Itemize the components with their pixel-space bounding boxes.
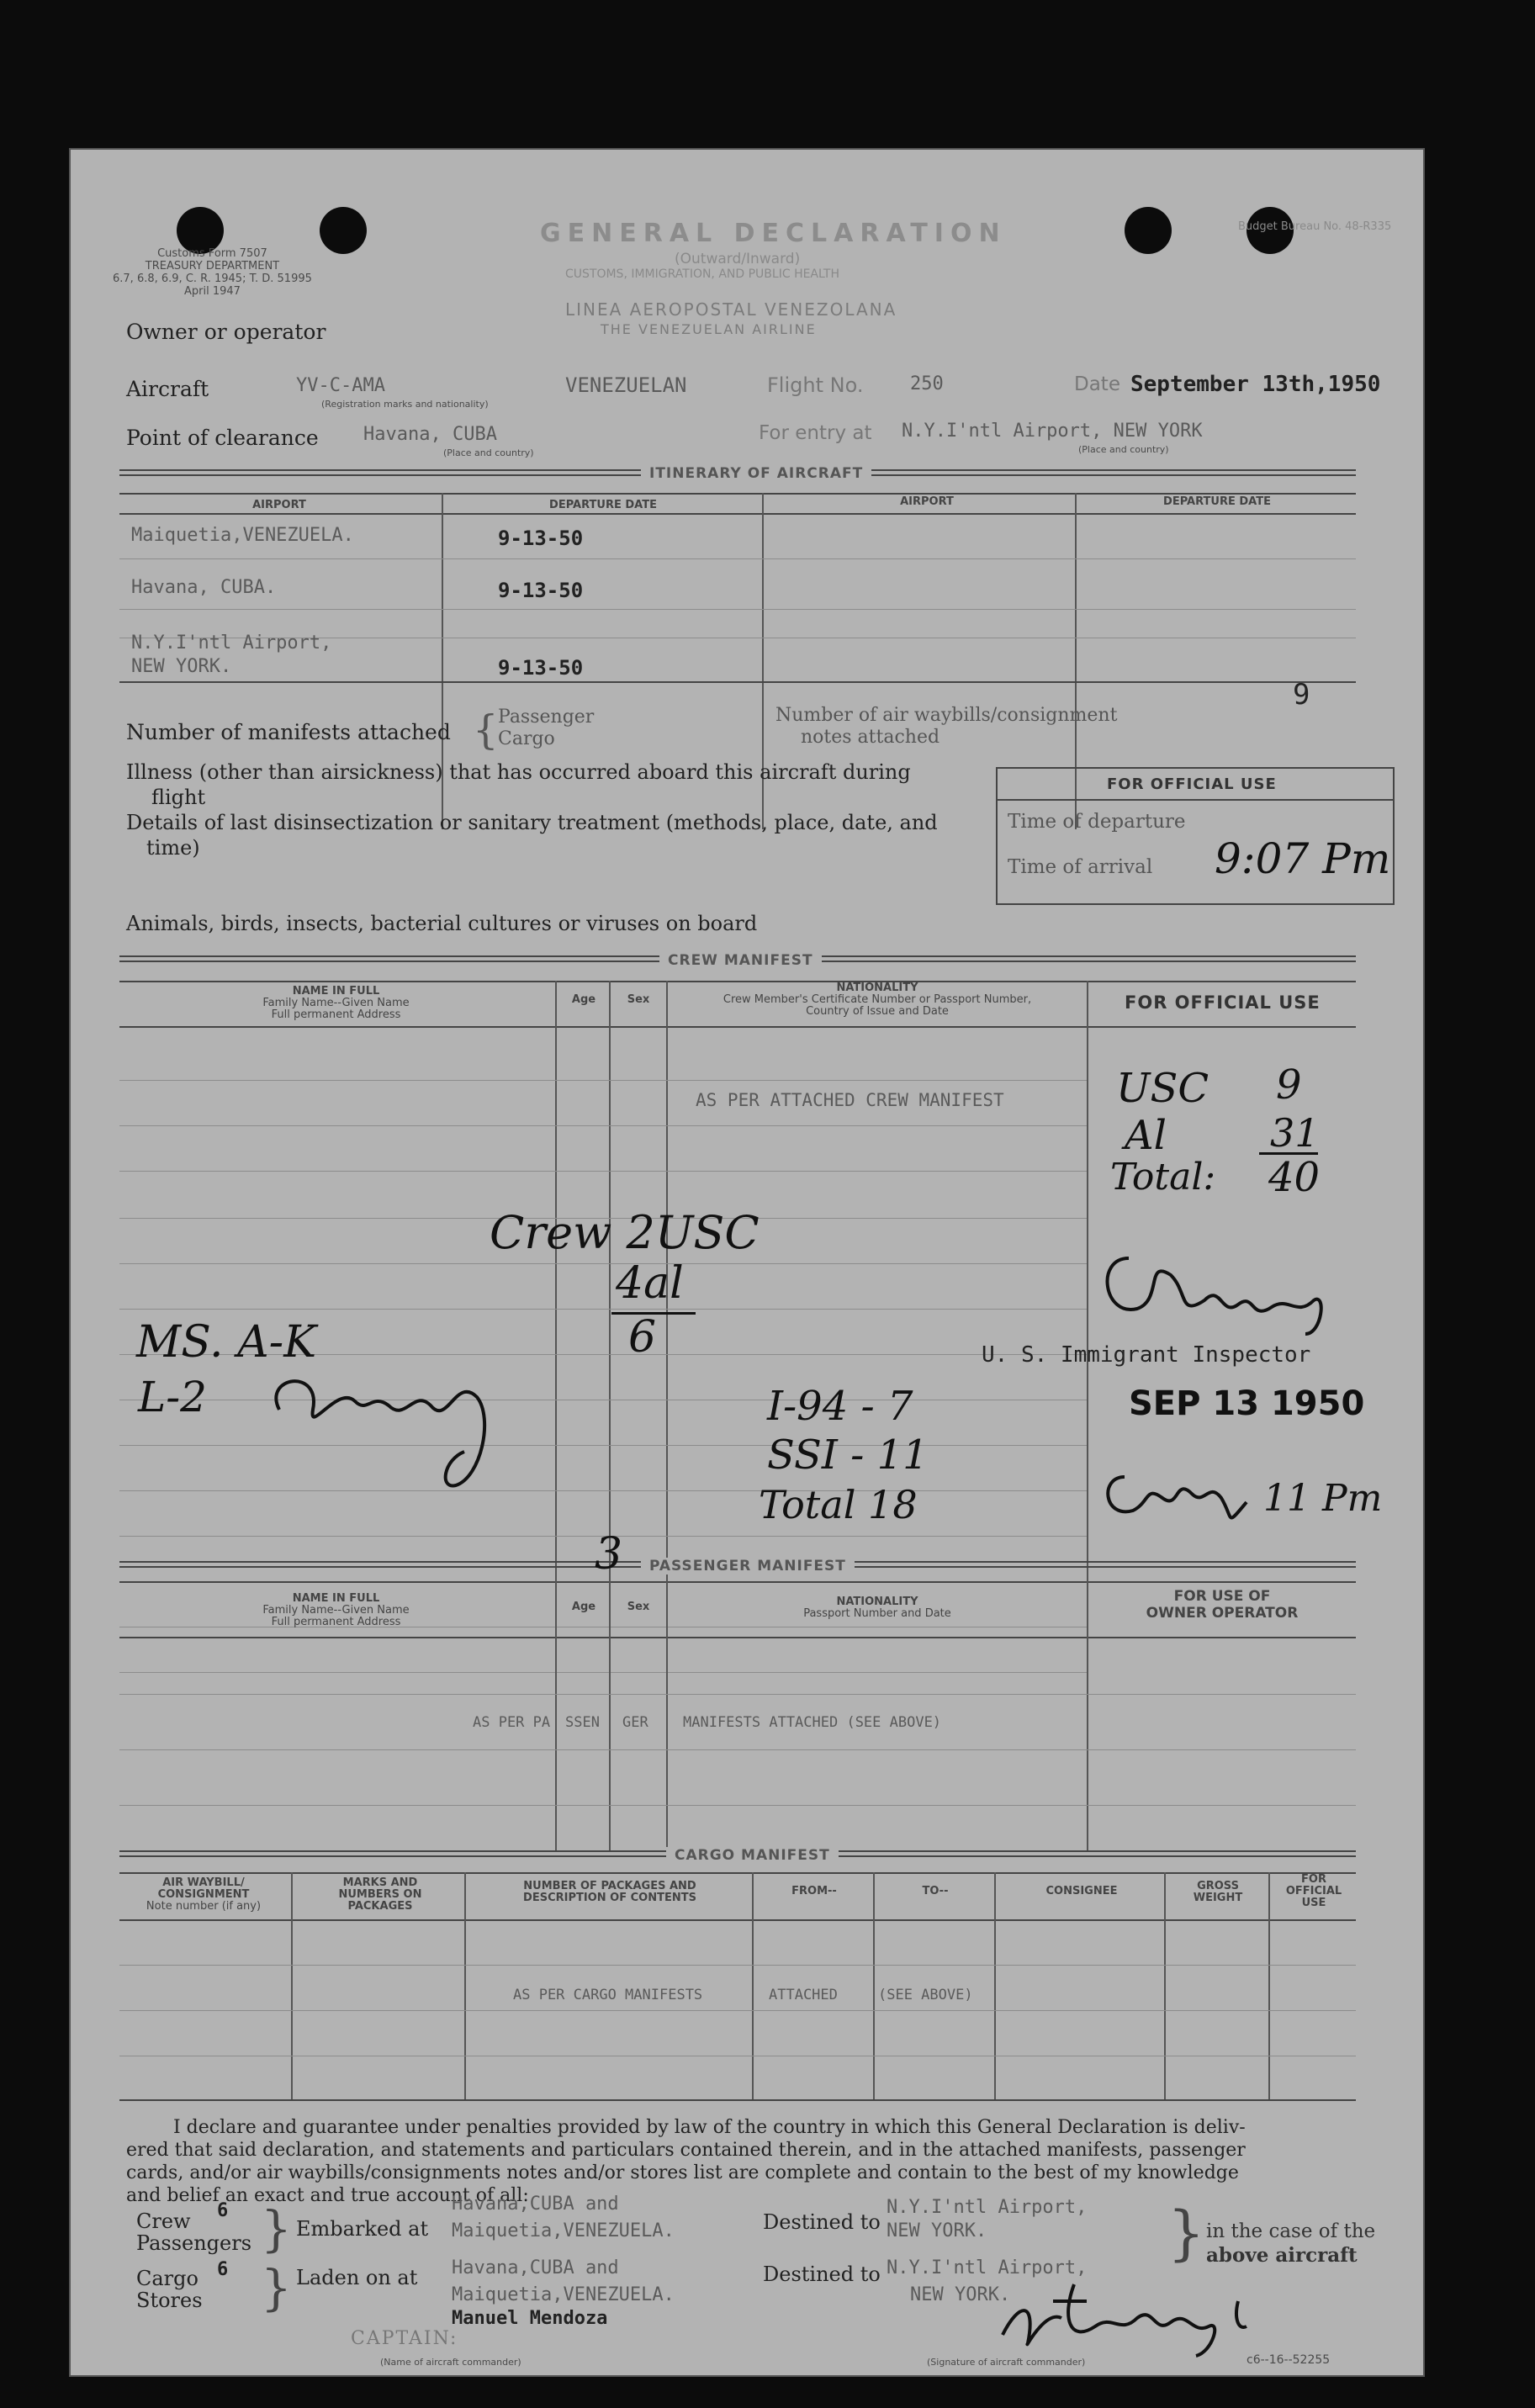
crew-col-name [119,986,553,1021]
col-text: Passport Number and Date [803,1607,951,1620]
crew-col-age: Age [571,993,596,1006]
arrival-time-label: Time of arrival [1008,856,1153,878]
row-line [119,1309,1087,1310]
row-line [119,2010,1356,2011]
hand-underline [1259,1152,1318,1155]
crew-label: Crew [136,2210,191,2233]
illness-label-2: flight [151,786,206,809]
aircraft-label: Aircraft [126,377,209,401]
brace: } [261,2200,292,2257]
illness-label: Illness (other than airsickness) that has occurred aboard this aircraft during [126,760,911,784]
case-note-2: above aircraft [1206,2244,1358,2267]
hand-al-count: 31 [1270,1110,1320,1156]
brace: { [473,707,499,754]
passengers-label: Passengers [136,2231,252,2255]
itinerary-col-departure: DEPARTURE DATE [549,499,657,511]
row-line [119,1125,1087,1126]
col-text: FOR [1301,1873,1326,1886]
owner-line-2: THE VENEZUELAN AIRLINE [601,321,817,337]
column-line [555,1581,557,1850]
crew-count: 6 [217,2200,229,2221]
cargo-stores-labels [136,2268,203,2311]
row-line [119,1080,1087,1081]
col-text: NAME IN FULL [292,985,380,998]
cargo-typed-3: (SEE ABOVE) [878,1987,973,2003]
embarked-value-2: Maiquetia,VENEZUELA. [452,2220,675,2241]
column-line [291,1872,293,2099]
hand-crew-usc: Crew 2USC [490,1206,760,1259]
hand-usc-count: 9 [1276,1061,1302,1109]
col-text: FOR USE OF [1173,1588,1271,1605]
crew-col-nationality [671,982,1083,1018]
hand-ms-ak: MS. A-K [136,1317,317,1368]
form-line: Customs Form 7507 [157,247,267,260]
nationality-value: VENEZUELAN [565,373,687,397]
column-line [994,1872,996,2099]
itinerary-airport-2: Havana, CUBA. [131,577,277,598]
flight-value: 250 [910,373,944,394]
passenger-col-name [119,1593,553,1628]
departure-time-label: Time of departure [1008,811,1186,833]
itinerary-date-3: 9-13-50 [498,656,584,680]
waybills-label-2: notes attached [801,727,940,748]
inspector-signature [1095,1241,1347,1342]
declaration-text [126,2116,1246,2207]
form-line: April 1947 [183,285,241,298]
cargo-manifest-title: CARGO MANIFEST [666,1847,839,1864]
punch-hole [320,207,367,254]
aircraft-value: YV-C-AMA [296,375,385,396]
captain-label: CAPTAIN: [351,2328,458,2349]
itinerary-col-airport-2: AIRPORT [900,495,954,508]
hand-total: Total: [1110,1156,1216,1199]
destined2-value-1: N.Y.I'ntl Airport, [887,2257,1088,2278]
col-text: Note number (if any) [146,1900,262,1913]
itinerary-title: ITINERARY OF AIRCRAFT [641,465,871,482]
col-text: OWNER OPERATOR [1146,1605,1299,1622]
row-line [119,558,1356,559]
col-text: Full permanent Address [271,1008,401,1021]
hand-three: 3 [595,1529,623,1580]
itinerary-date-1: 9-13-50 [498,527,584,550]
manifests-label: Number of manifests attached [126,720,451,744]
divider [119,681,1356,683]
punch-hole [1125,207,1172,254]
cargo-label: Cargo [498,728,555,749]
declaration-sheet [69,148,1425,2377]
col-text: CONSIGNMENT [157,1888,250,1901]
hand-al: Al [1125,1112,1167,1159]
hand-time-11pm: 11 Pm [1263,1477,1383,1520]
declaration-line: and belief an exact and true account of all: [126,2185,529,2206]
box-divider [998,799,1393,801]
column-line [1164,1872,1166,2099]
col-text: USE [1301,1897,1326,1909]
form-line: 6.7, 6.8, 6.9, C. R. 1945; T. D. 51995 [113,273,312,285]
inspector-label: U. S. Immigrant Inspector [982,1342,1311,1368]
destined-value-2: NEW YORK. [887,2220,987,2241]
row-line [119,1672,1087,1673]
col-text: PACKAGES [347,1900,413,1913]
captain-name: Manuel Mendoza [452,2308,608,2329]
animals-label: Animals, birds, insects, bacterial cultures or viruses on board [126,912,758,935]
cargo-col-official [1272,1874,1356,1909]
passenger-typed-4: MANIFESTS ATTACHED (SEE ABOVE) [683,1714,942,1731]
passenger-col-owner [1088,1588,1356,1622]
col-text: Family Name--Given Name [262,997,410,1009]
laden-label: Laden on at [296,2266,418,2289]
laden-value-1: Havana,CUBA and [452,2257,619,2278]
hand-crew-total: 6 [628,1312,657,1363]
laden-value-2: Maiquetia,VENEZUELA. [452,2284,675,2305]
divider [119,513,1356,515]
cargo-col-packages [469,1881,750,1904]
date-label: Date [1074,373,1120,395]
col-text: NUMBER OF PACKAGES AND [523,1880,696,1892]
col-text: AIR WAYBILL/ [162,1876,245,1889]
cargo-typed-1: AS PER CARGO MANIFESTS [513,1987,703,2003]
row-line [119,1263,1087,1264]
form-line: TREASURY DEPARTMENT [145,260,280,273]
place-caption: (Place and country) [443,447,534,458]
official-use-box [996,767,1395,905]
col-text: NATIONALITY [836,982,918,994]
embarked-value-1: Havana,CUBA and [452,2194,619,2215]
form-title: GENERAL DECLARATION [540,219,1007,248]
brace: } [261,2259,292,2316]
disinsect-label-2: time) [146,836,200,860]
column-line [464,1872,466,2099]
row-line [119,1171,1087,1172]
col-text: OFFICIAL [1285,1885,1342,1897]
date-value: September 13th,1950 [1130,372,1381,397]
column-line [752,1872,754,2099]
official-use-title: FOR OFFICIAL USE [1107,775,1277,793]
hand-count-i94: I-94 - 7 [767,1383,913,1430]
itinerary-airport-3: N.Y.I'ntl Airport, [131,632,332,654]
col-text: Crew Member's Certificate Number or Passport Number, [723,993,1032,1006]
hand-count-total: Total 18 [759,1482,918,1527]
col-text: NAME IN FULL [292,1592,380,1605]
registration-caption: (Registration marks and nationality) [321,399,489,410]
form-code: c6--16--52255 [1247,2353,1331,2367]
column-line [609,1581,611,1850]
column-line [666,1581,668,1850]
arrival-signature [1099,1460,1259,1527]
hand-initials-scribble [262,1359,515,1494]
col-text: DESCRIPTION OF CONTENTS [523,1892,696,1904]
row-line [119,1965,1356,1966]
row-line [119,1694,1356,1695]
inspection-date-stamp: SEP 13 1950 [1129,1384,1365,1423]
hand-count-ssi: SSI - 11 [767,1432,929,1479]
crew-col-official: FOR OFFICIAL USE [1125,992,1321,1013]
owner-line-1: LINEA AEROPOSTAL VENEZOLANA [565,299,897,320]
hand-usc: USC [1116,1065,1209,1112]
destined2-value-2: NEW YORK. [910,2284,1011,2305]
crew-typed-note: AS PER ATTACHED CREW MANIFEST [696,1090,1004,1110]
cargo-col-weight [1167,1881,1268,1904]
captain-caption: (Name of aircraft commander) [380,2357,521,2368]
col-text: NATIONALITY [836,1596,918,1608]
divider [119,2099,1356,2101]
cargo-col-to: TO-- [922,1885,949,1897]
clearance-value: Havana, CUBA [363,424,497,445]
declaration-line: ered that said declaration, and statements and particulars contained therein, and in the attached manifests, passenger [126,2140,1246,2161]
waybills-label: Number of air waybills/consignment [775,705,1118,726]
cargo-col-marks [296,1877,464,1913]
itinerary-airport-1: Maiquetia,VENEZUELA. [131,525,354,546]
hand-total-count: 40 [1268,1154,1321,1201]
itinerary-col-airport: AIRPORT [252,499,306,511]
divider [119,1026,1356,1028]
clearance-label: Point of clearance [126,426,319,450]
passenger-label: Passenger [498,707,595,728]
stores-label: Stores [136,2289,203,2312]
col-text: NUMBERS ON [338,1888,422,1901]
waybills-value: 9 [1293,678,1310,712]
col-text: MARKS AND [342,1876,418,1889]
cargo-label: Cargo [136,2267,198,2290]
case-note-1: in the case of the [1206,2220,1376,2242]
budget-bureau-number: Budget Bureau No. 48-R335 [1238,220,1392,233]
destined-label-2: Destined to [763,2262,881,2286]
col-text: GROSS [1197,1880,1239,1892]
cargo-col-from: FROM-- [791,1885,837,1897]
passenger-col-nationality [671,1596,1083,1620]
col-text: WEIGHT [1193,1892,1243,1904]
crew-passengers-labels [136,2210,251,2254]
divider [119,1637,1356,1638]
row-line [119,1805,1356,1806]
divider [119,1872,1356,1874]
cargo-col-waybill [119,1877,288,1913]
crew-col-sex: Sex [627,993,650,1006]
arrival-time-value: 9:07 Pm [1215,834,1391,883]
passenger-typed-1: AS PER PA [473,1714,551,1731]
entry-value: N.Y.I'ntl Airport, NEW YORK [902,421,1203,442]
itinerary-airport-3b: NEW YORK. [131,656,232,677]
column-line [1087,1581,1088,1850]
hand-crew-al: 4al [616,1258,684,1309]
passenger-typed-3: GER [622,1714,648,1731]
destined-value-1: N.Y.I'ntl Airport, [887,2197,1088,2218]
column-line [873,1872,875,2099]
cargo-count: 6 [217,2259,229,2280]
row-line [119,609,1356,610]
entry-label: For entry at [759,422,872,444]
form-subtitle: (Outward/Inward) [675,251,801,267]
divider [119,1919,1356,1921]
entry-caption: (Place and country) [1078,444,1169,455]
captain-signature [994,2268,1280,2360]
form-number-left [113,247,312,298]
hand-l2: L-2 [138,1373,207,1421]
declaration-line: cards, and/or air waybills/consignments notes and/or stores list are complete and contain to the best of my knowledge [126,2162,1239,2183]
itinerary-date-2: 9-13-50 [498,579,584,602]
col-text: Full permanent Address [271,1616,401,1628]
divider [119,493,1356,495]
cargo-col-consignee: CONSIGNEE [1045,1885,1118,1897]
embarked-label: Embarked at [296,2217,429,2241]
destined-label: Destined to [763,2210,881,2234]
crew-manifest-title: CREW MANIFEST [659,952,822,969]
declaration-line: I declare and guarantee under penalties provided by law of the country in which this General Declaration is deliv- [173,2117,1246,2138]
disinsect-label: Details of last disinsectization or sanitary treatment (methods, place, date, and [126,811,938,834]
itinerary-col-departure-2: DEPARTURE DATE [1163,495,1271,508]
signature-caption: (Signature of aircraft commander) [927,2357,1086,2368]
column-line [1268,1872,1270,2099]
passenger-col-age: Age [571,1601,596,1613]
owner-label: Owner or operator [126,320,326,344]
authorities-line: CUSTOMS, IMMIGRATION, AND PUBLIC HEALTH [565,267,839,281]
flight-label: Flight No. [767,373,864,397]
col-text: Family Name--Given Name [262,1604,410,1617]
brace: } [1167,2199,1205,2268]
cargo-typed-2: ATTACHED [769,1987,838,2003]
passenger-col-sex: Sex [627,1601,650,1613]
divider [119,1581,1356,1583]
passenger-typed-2: SSEN [565,1714,600,1731]
row-line [119,1749,1356,1750]
col-text: Country of Issue and Date [806,1005,949,1018]
passenger-manifest-title: PASSENGER MANIFEST [641,1558,855,1574]
